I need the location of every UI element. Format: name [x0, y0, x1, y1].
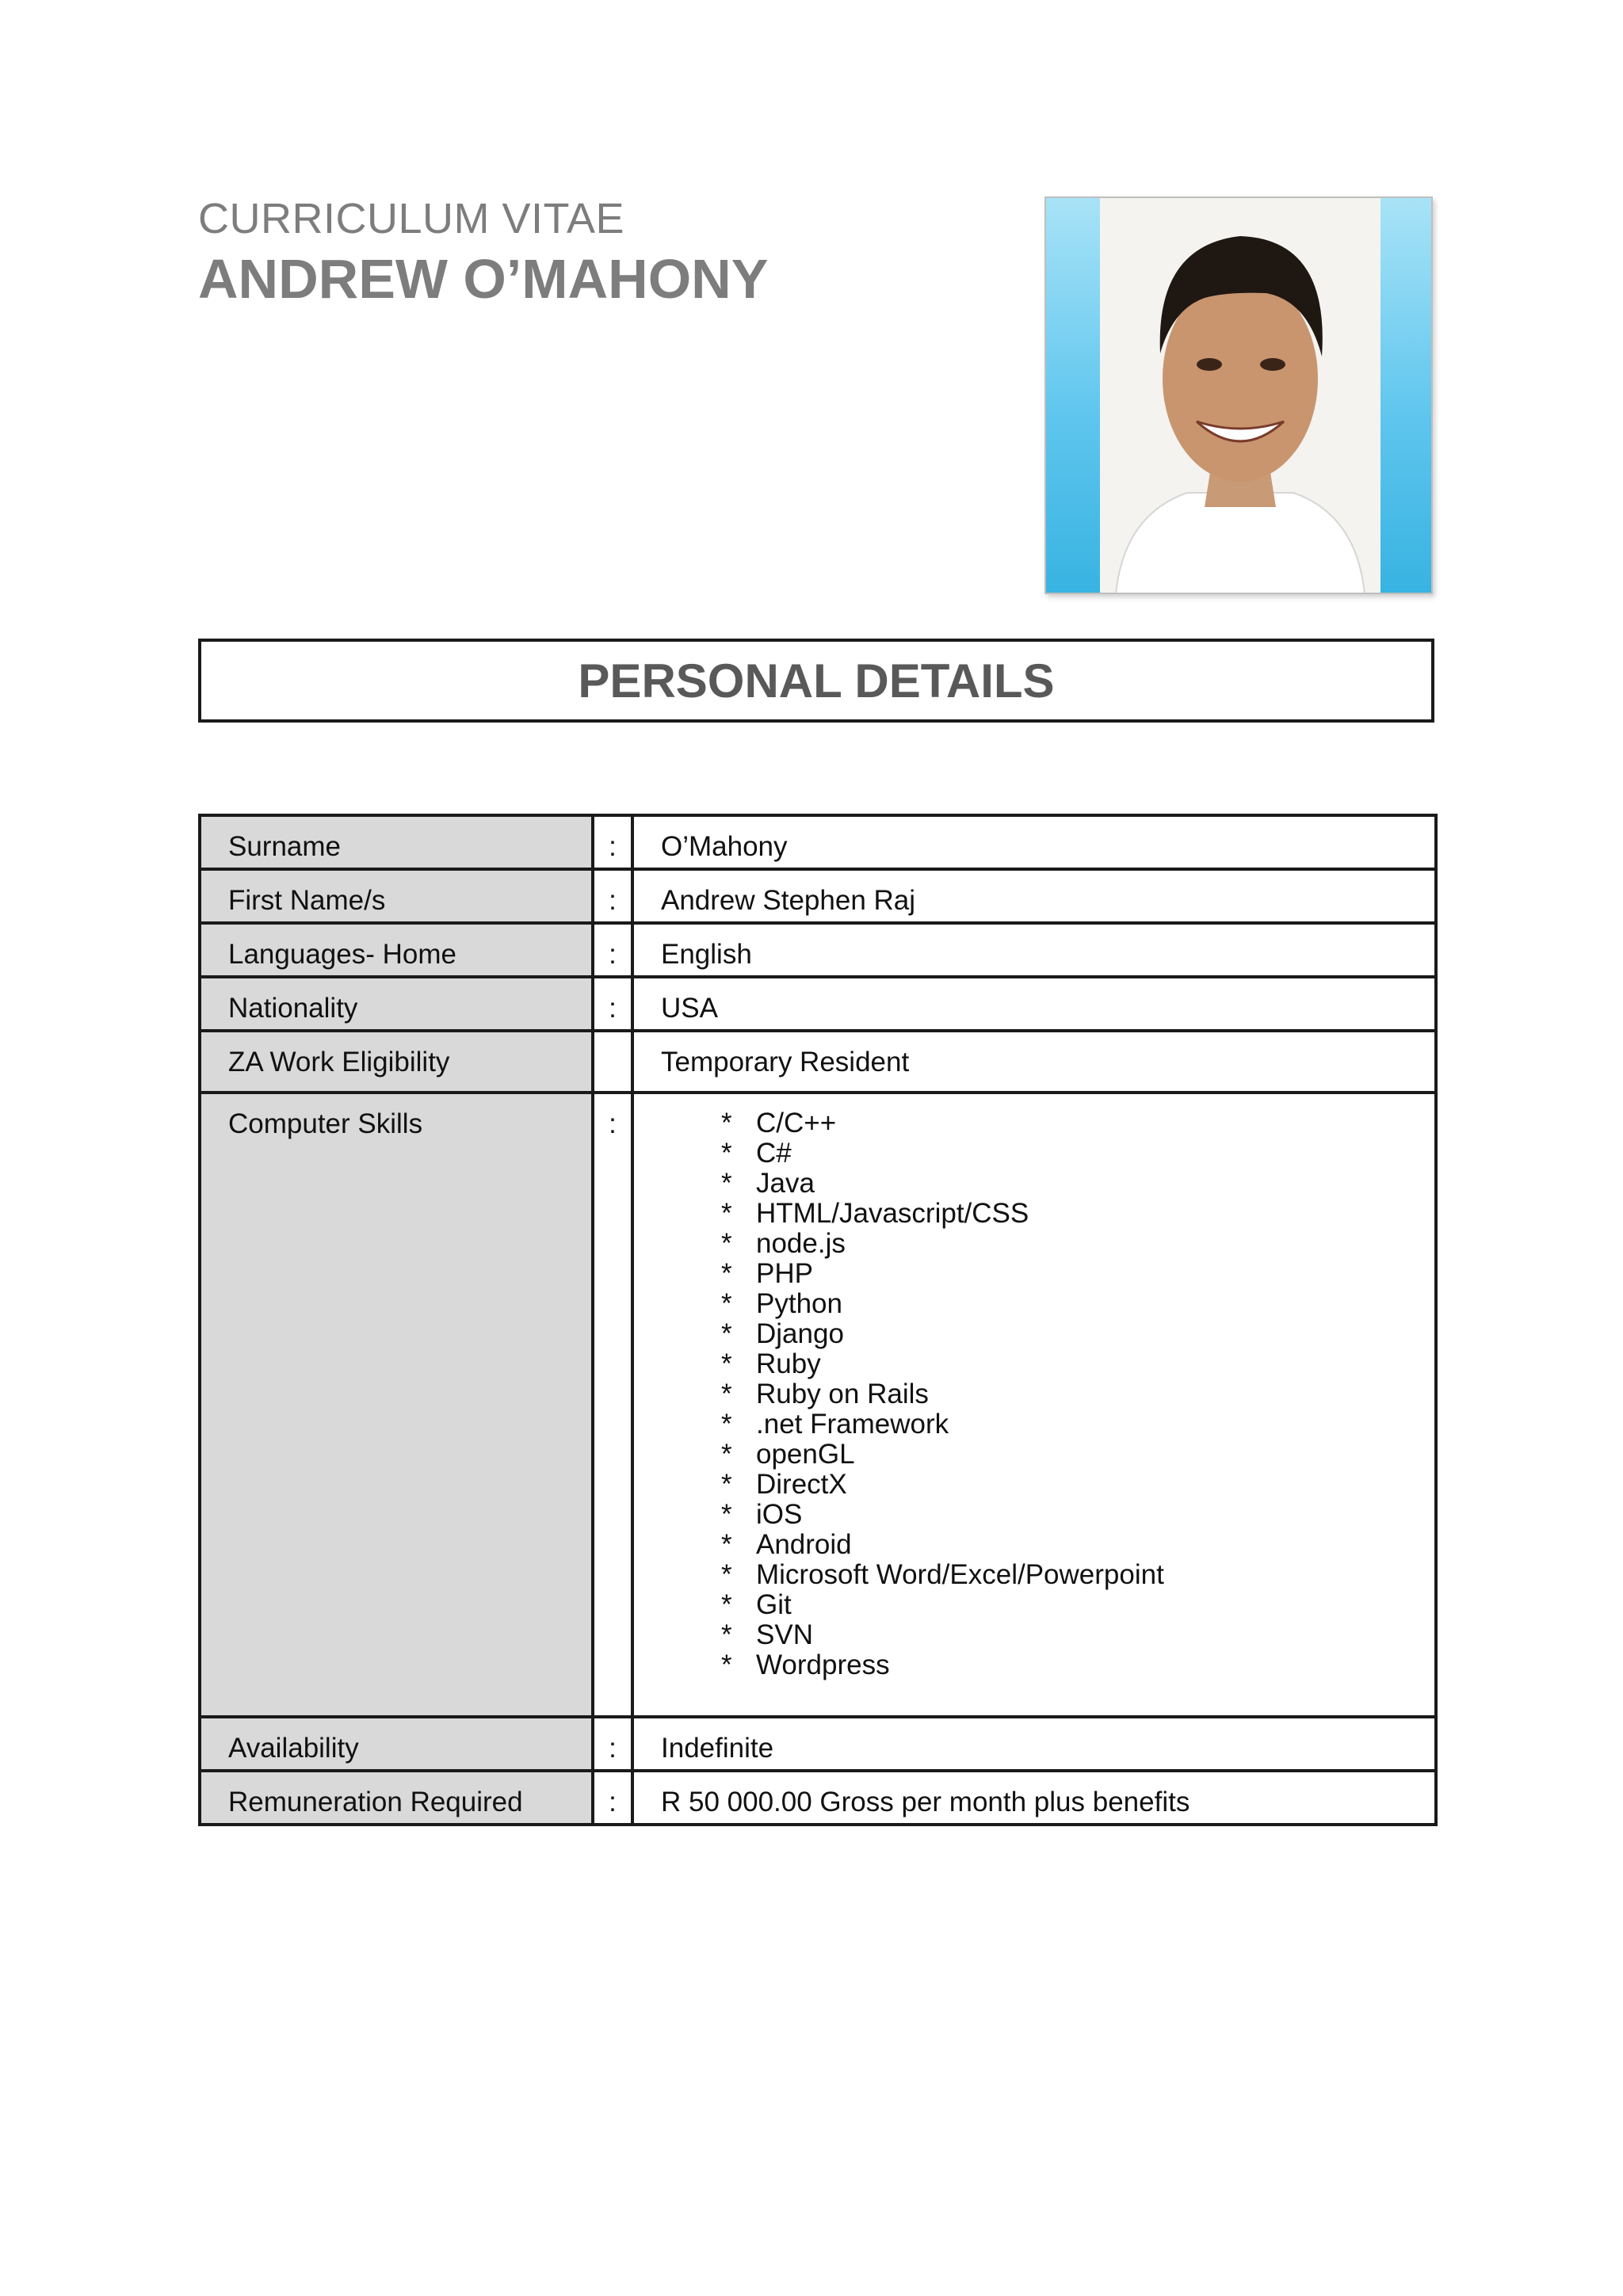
- skill-item: [721, 1530, 1434, 1560]
- skill-name: Wordpress: [756, 1650, 890, 1680]
- bullet-marker: *: [721, 1559, 732, 1590]
- table-row-languages: [200, 923, 1436, 977]
- bullet-marker: *: [721, 1439, 732, 1470]
- skill-item: [721, 1590, 1434, 1620]
- table-row-surname: [200, 815, 1436, 869]
- row-label: Remuneration Required: [200, 1771, 593, 1825]
- skill-name: Python: [756, 1288, 842, 1319]
- row-value: English: [632, 923, 1436, 977]
- skill-item: [721, 1199, 1434, 1229]
- skill-item: [721, 1470, 1434, 1500]
- table-row-work-eligibility: [200, 1031, 1436, 1093]
- profile-photo: [1044, 196, 1433, 594]
- skill-name: iOS: [756, 1499, 803, 1530]
- skill-item: [721, 1379, 1434, 1409]
- row-value: Indefinite: [632, 1717, 1436, 1771]
- row-label: First Name/s: [200, 869, 593, 923]
- skill-item: [721, 1289, 1434, 1319]
- row-value: [632, 1093, 1436, 1717]
- skill-name: C/C++: [756, 1108, 837, 1138]
- table-row-first-names: [200, 869, 1436, 923]
- row-value: Andrew Stephen Raj: [632, 869, 1436, 923]
- skill-item: [721, 1349, 1434, 1379]
- row-label: Surname: [200, 815, 593, 869]
- row-separator: :: [593, 1771, 632, 1825]
- skill-name: Git: [756, 1589, 792, 1620]
- skill-name: C#: [756, 1138, 792, 1169]
- row-separator: :: [593, 1093, 632, 1717]
- candidate-name: ANDREW O’MAHONY: [198, 248, 769, 310]
- personal-details-header: [198, 639, 1434, 723]
- skill-name: Django: [756, 1318, 844, 1349]
- bullet-marker: *: [721, 1138, 732, 1169]
- row-separator: :: [593, 977, 632, 1031]
- skills-list: [661, 1108, 1434, 1680]
- skill-item: [721, 1319, 1434, 1349]
- skill-name: openGL: [756, 1439, 855, 1470]
- bullet-marker: *: [721, 1108, 732, 1138]
- skill-name: Ruby: [756, 1348, 821, 1379]
- bullet-marker: *: [721, 1228, 732, 1259]
- document-label: CURRICULUM VITAE: [198, 195, 625, 242]
- bullet-marker: *: [721, 1348, 732, 1379]
- skill-item: [721, 1409, 1434, 1440]
- row-separator: :: [593, 869, 632, 923]
- bullet-marker: *: [721, 1258, 732, 1289]
- row-label: Nationality: [200, 977, 593, 1031]
- row-value: O’Mahony: [632, 815, 1436, 869]
- skill-name: SVN: [756, 1619, 813, 1650]
- row-label: ZA Work Eligibility: [200, 1031, 593, 1093]
- skill-item: [721, 1500, 1434, 1530]
- skill-name: PHP: [756, 1258, 813, 1289]
- skill-item: [721, 1650, 1434, 1680]
- photo-portrait-area: [1100, 198, 1381, 594]
- bullet-marker: *: [721, 1288, 732, 1319]
- skill-name: node.js: [756, 1228, 846, 1259]
- row-value: R 50 000.00 Gross per month plus benefits: [632, 1771, 1436, 1825]
- table-row-remuneration: [200, 1771, 1436, 1825]
- skill-item: [721, 1440, 1434, 1470]
- row-separator: :: [593, 815, 632, 869]
- table-row-availability: [200, 1717, 1436, 1771]
- skill-name: Microsoft Word/Excel/Powerpoint: [756, 1559, 1164, 1590]
- bullet-marker: *: [721, 1650, 732, 1680]
- portrait-figure: [1100, 198, 1381, 594]
- bullet-marker: *: [721, 1409, 732, 1440]
- table-row-nationality: [200, 977, 1436, 1031]
- skill-name: HTML/Javascript/CSS: [756, 1198, 1029, 1229]
- row-value: Temporary Resident: [632, 1031, 1436, 1093]
- skill-name: Java: [756, 1168, 815, 1199]
- skill-item: [721, 1620, 1434, 1650]
- bullet-marker: *: [721, 1168, 732, 1199]
- row-value: USA: [632, 977, 1436, 1031]
- skill-item: [721, 1108, 1434, 1138]
- row-label: Languages- Home: [200, 923, 593, 977]
- bullet-marker: *: [721, 1318, 732, 1349]
- section-title: PERSONAL DETAILS: [578, 654, 1055, 707]
- bullet-marker: *: [721, 1529, 732, 1560]
- skill-name: .net Framework: [756, 1409, 949, 1440]
- table-row-computer-skills: [200, 1093, 1436, 1717]
- skill-item: [721, 1229, 1434, 1259]
- bullet-marker: *: [721, 1379, 732, 1409]
- skill-name: DirectX: [756, 1469, 847, 1500]
- bullet-marker: *: [721, 1198, 732, 1229]
- row-separator: :: [593, 923, 632, 977]
- skill-item: [721, 1259, 1434, 1289]
- row-label: Computer Skills: [200, 1093, 593, 1717]
- bullet-marker: *: [721, 1469, 732, 1500]
- bullet-marker: *: [721, 1589, 732, 1620]
- personal-details-table: [198, 814, 1438, 1826]
- row-label: Availability: [200, 1717, 593, 1771]
- bullet-marker: *: [721, 1619, 732, 1650]
- skill-name: Ruby on Rails: [756, 1379, 929, 1409]
- row-separator: :: [593, 1717, 632, 1771]
- skill-item: [721, 1560, 1434, 1590]
- row-separator: [593, 1031, 632, 1093]
- skill-item: [721, 1169, 1434, 1199]
- skill-name: Android: [756, 1529, 852, 1560]
- skill-item: [721, 1138, 1434, 1169]
- bullet-marker: *: [721, 1499, 732, 1530]
